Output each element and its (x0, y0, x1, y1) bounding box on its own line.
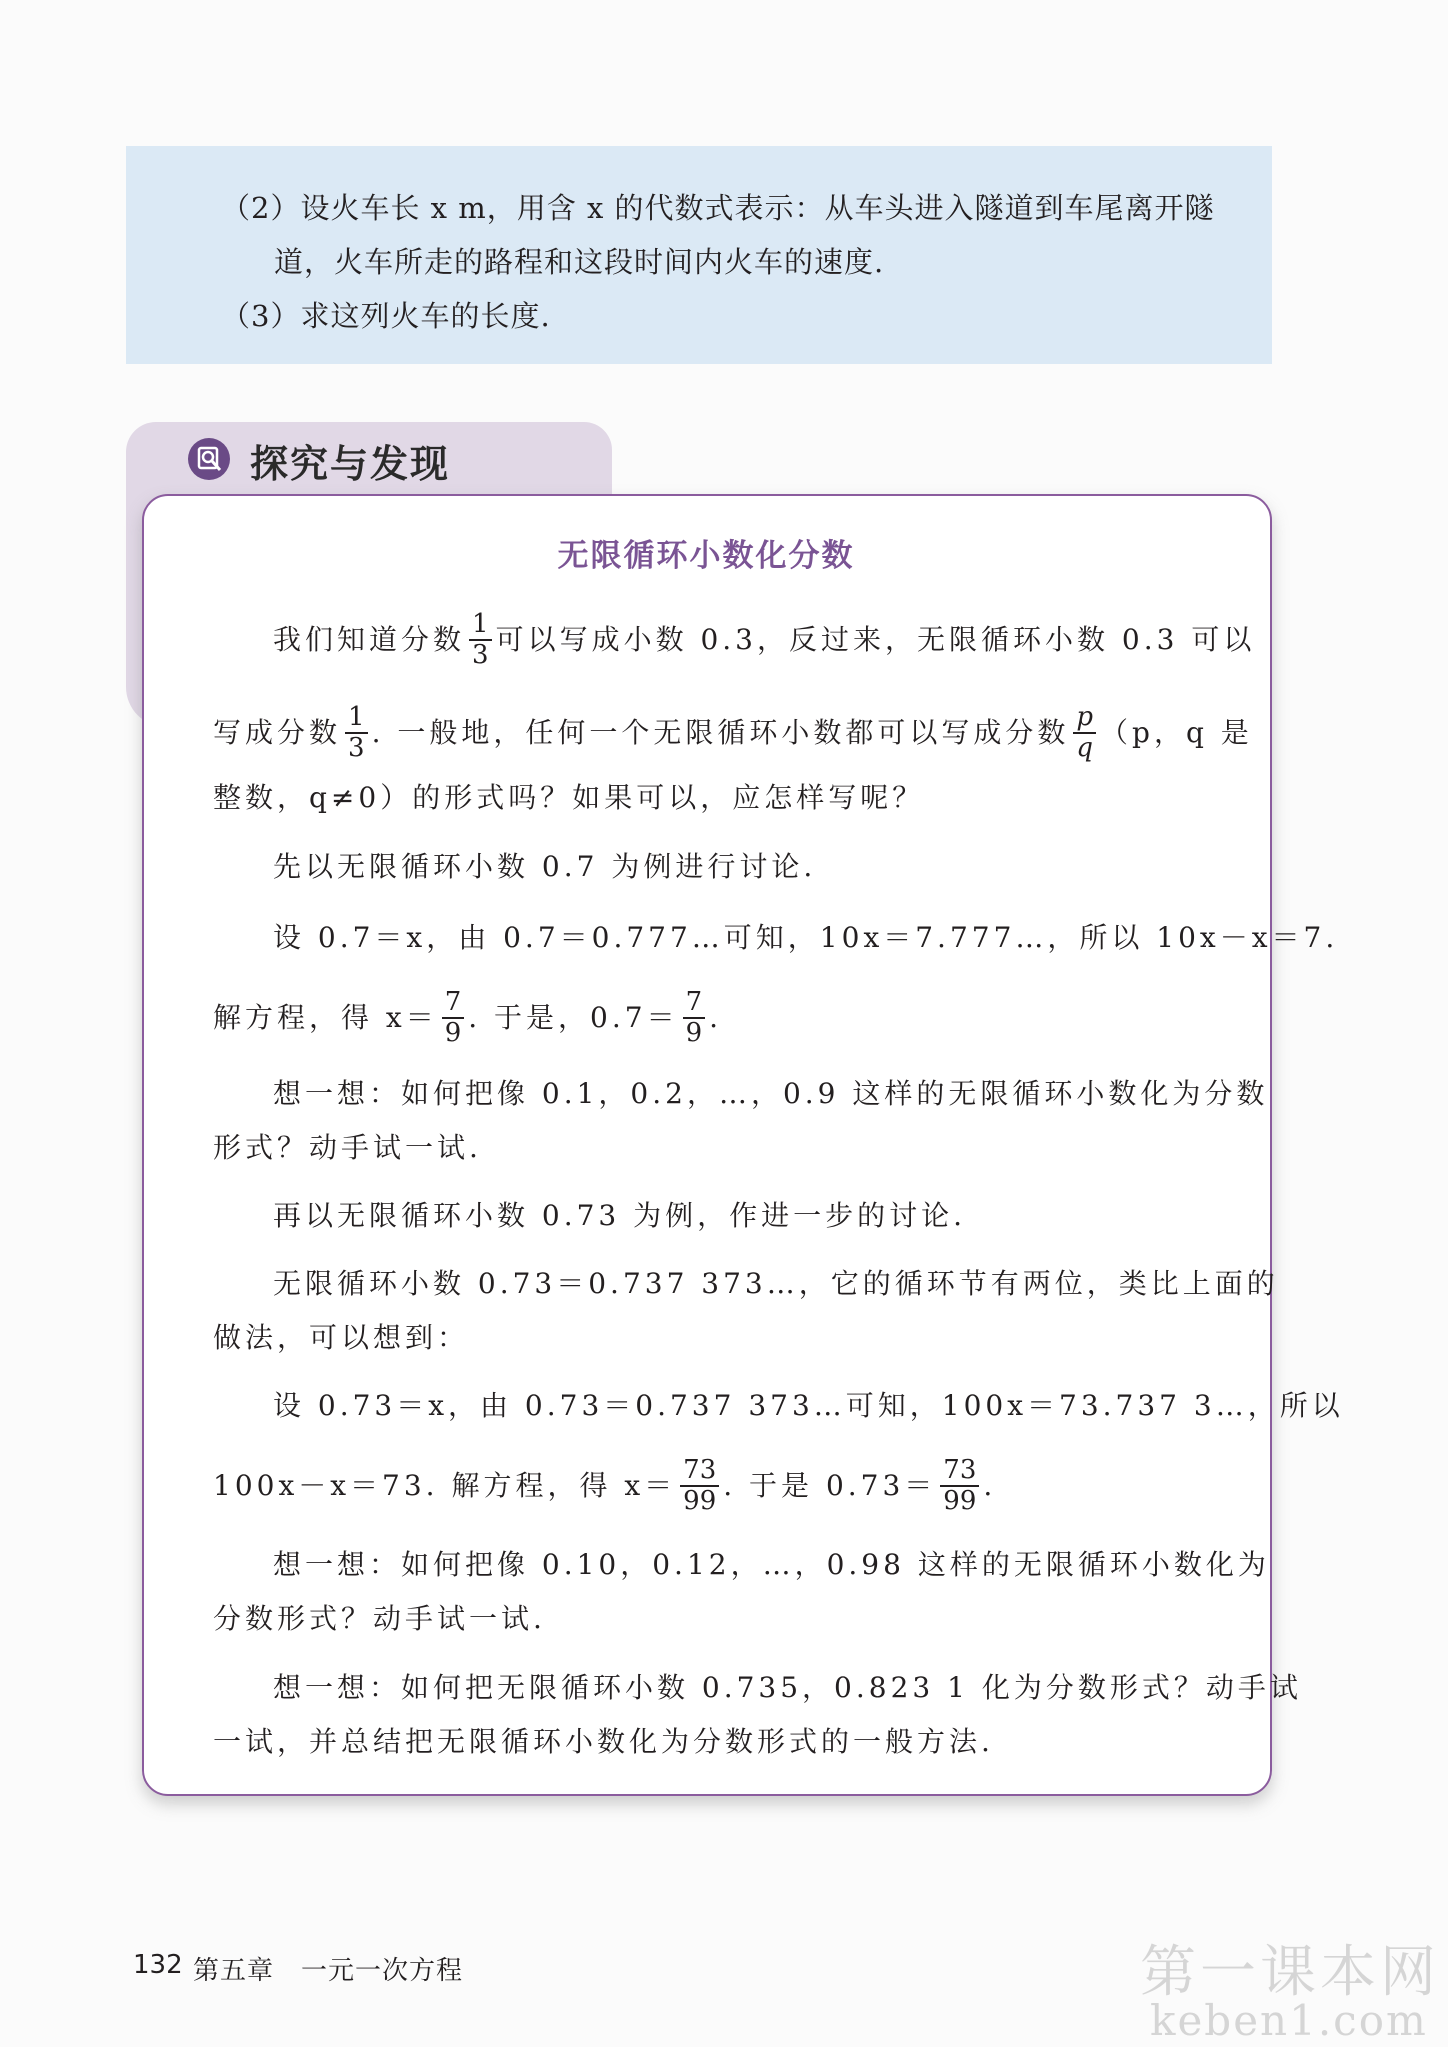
fraction-7-9 (442, 988, 465, 1047)
fraction-denominator: 99 (943, 1485, 977, 1516)
p1-text-e: （p，q 是 (1100, 716, 1253, 750)
fraction-numerator: 1 (345, 703, 368, 734)
paragraph-4-line-1: 想一想：如何把像 0.1，0.2，…，0.9 这样的无限循环小数化为分数 (273, 1077, 1269, 1110)
p7-text-a: 100x－x＝73. 解方程，得 x＝ (213, 1469, 677, 1503)
paragraph-6-line-2: 做法，可以想到： (213, 1321, 470, 1354)
fraction-7-9-b (683, 988, 706, 1047)
fraction-numerator: 1 (469, 610, 492, 641)
fraction-denominator: 3 (472, 639, 489, 670)
card-title: 无限循环小数化分数 (557, 538, 855, 574)
paragraph-1-line-3: 整数，q≠0）的形式吗？如果可以，应怎样写呢？ (213, 781, 925, 814)
fraction-denominator: 9 (685, 1017, 703, 1048)
exercise-q2-line2: 道，火车所走的路程和这段时间内火车的速度. (274, 245, 885, 279)
chapter-title: 第五章 一元一次方程 (193, 1956, 464, 1986)
watermark-title: 第一课本网 (1140, 1940, 1440, 2005)
paragraph-7-line-1: 设 0.73＝x，由 0.73＝0.737 373…可知，100x＝73.737 3…，所以 (273, 1389, 1344, 1422)
fraction-denominator: q (1076, 732, 1094, 763)
paragraph-9-line-1: 想一想：如何把无限循环小数 0.735，0.823 1 化为分数形式？动手试 (273, 1671, 1302, 1704)
fraction-numerator: 7 (683, 988, 706, 1019)
paragraph-1-line-2 (213, 702, 1253, 764)
paragraph-7-line-2: 100x－x＝73. 解方程，得 x＝ $\frac{73}{99}$ . 于是 0.73＝ $\frac{73}{99}$ . (213, 1455, 997, 1516)
fraction-73-99-b (940, 1456, 979, 1515)
p3-text-a: 解方程，得 x＝ (213, 1001, 438, 1035)
fraction-denominator: 99 (683, 1485, 717, 1516)
p1-text-c: 写成分数 (213, 716, 342, 750)
fraction-73-99 (680, 1456, 719, 1515)
exercise-q3: （3）求这列火车的长度. (221, 299, 551, 333)
section-tab-title: 探究与发现 (250, 442, 451, 486)
paragraph-3-line-1: 设 0.7＝x，由 0.7＝0.777…可知，10x＝7.777…，所以 10x－x＝7. (273, 921, 1339, 954)
fraction-1-3-b (345, 703, 368, 762)
paragraph-5: 再以无限循环小数 0.73 为例，作进一步的讨论. (273, 1199, 967, 1232)
fraction-denominator: 9 (444, 1017, 462, 1048)
p3-text-b: . 于是，0.7＝ (468, 1001, 679, 1035)
paragraph-2: 先以无限循环小数 0.7 为例进行讨论. (273, 850, 817, 883)
fraction-1-3 (469, 610, 492, 669)
paragraph-8-line-2: 分数形式？动手试一试. (213, 1602, 546, 1635)
page-number: 132 (133, 1950, 183, 1980)
watermark-url: keben1.com (1150, 1996, 1428, 2045)
fraction-denominator: 3 (348, 732, 365, 763)
magnifier-book-icon (188, 438, 230, 480)
p7-text-b: . 于是 0.73＝ (723, 1469, 937, 1503)
fraction-numerator: 7 (442, 988, 465, 1019)
paragraph-4-line-2: 形式？动手试一试. (213, 1131, 482, 1164)
p1-text-a: 我们知道分数 (273, 623, 466, 657)
exercise-q2-line1: （2）设火车长 x m，用含 x 的代数式表示：从车头进入隧道到车尾离开隧 (221, 191, 1215, 225)
fraction-numerator: p (1073, 703, 1096, 734)
paragraph-8-line-1: 想一想：如何把像 0.10，0.12，…，0.98 这样的无限循环小数化为 (273, 1548, 1270, 1581)
paragraph-1-line-1 (273, 609, 1256, 671)
paragraph-6-line-1: 无限循环小数 0.73＝0.737 373…，它的循环节有两位，类比上面的 (273, 1267, 1279, 1300)
paragraph-3-line-2: 解方程，得 x＝ $\frac{7}{9}$ . 于是，0.7＝ $\frac{7}{9}$ . (213, 987, 723, 1048)
fraction-numerator: 73 (940, 1456, 979, 1487)
fraction-p-q (1073, 703, 1096, 762)
p1-text-d: . 一般地，任何一个无限循环小数都可以写成分数 (371, 716, 1070, 750)
fraction-numerator: 73 (680, 1456, 719, 1487)
paragraph-9-line-2: 一试，并总结把无限循环小数化为分数形式的一般方法. (213, 1725, 994, 1758)
p1-text-b: 可以写成小数 0.3，反过来，无限循环小数 0.3 可以 (495, 623, 1256, 657)
